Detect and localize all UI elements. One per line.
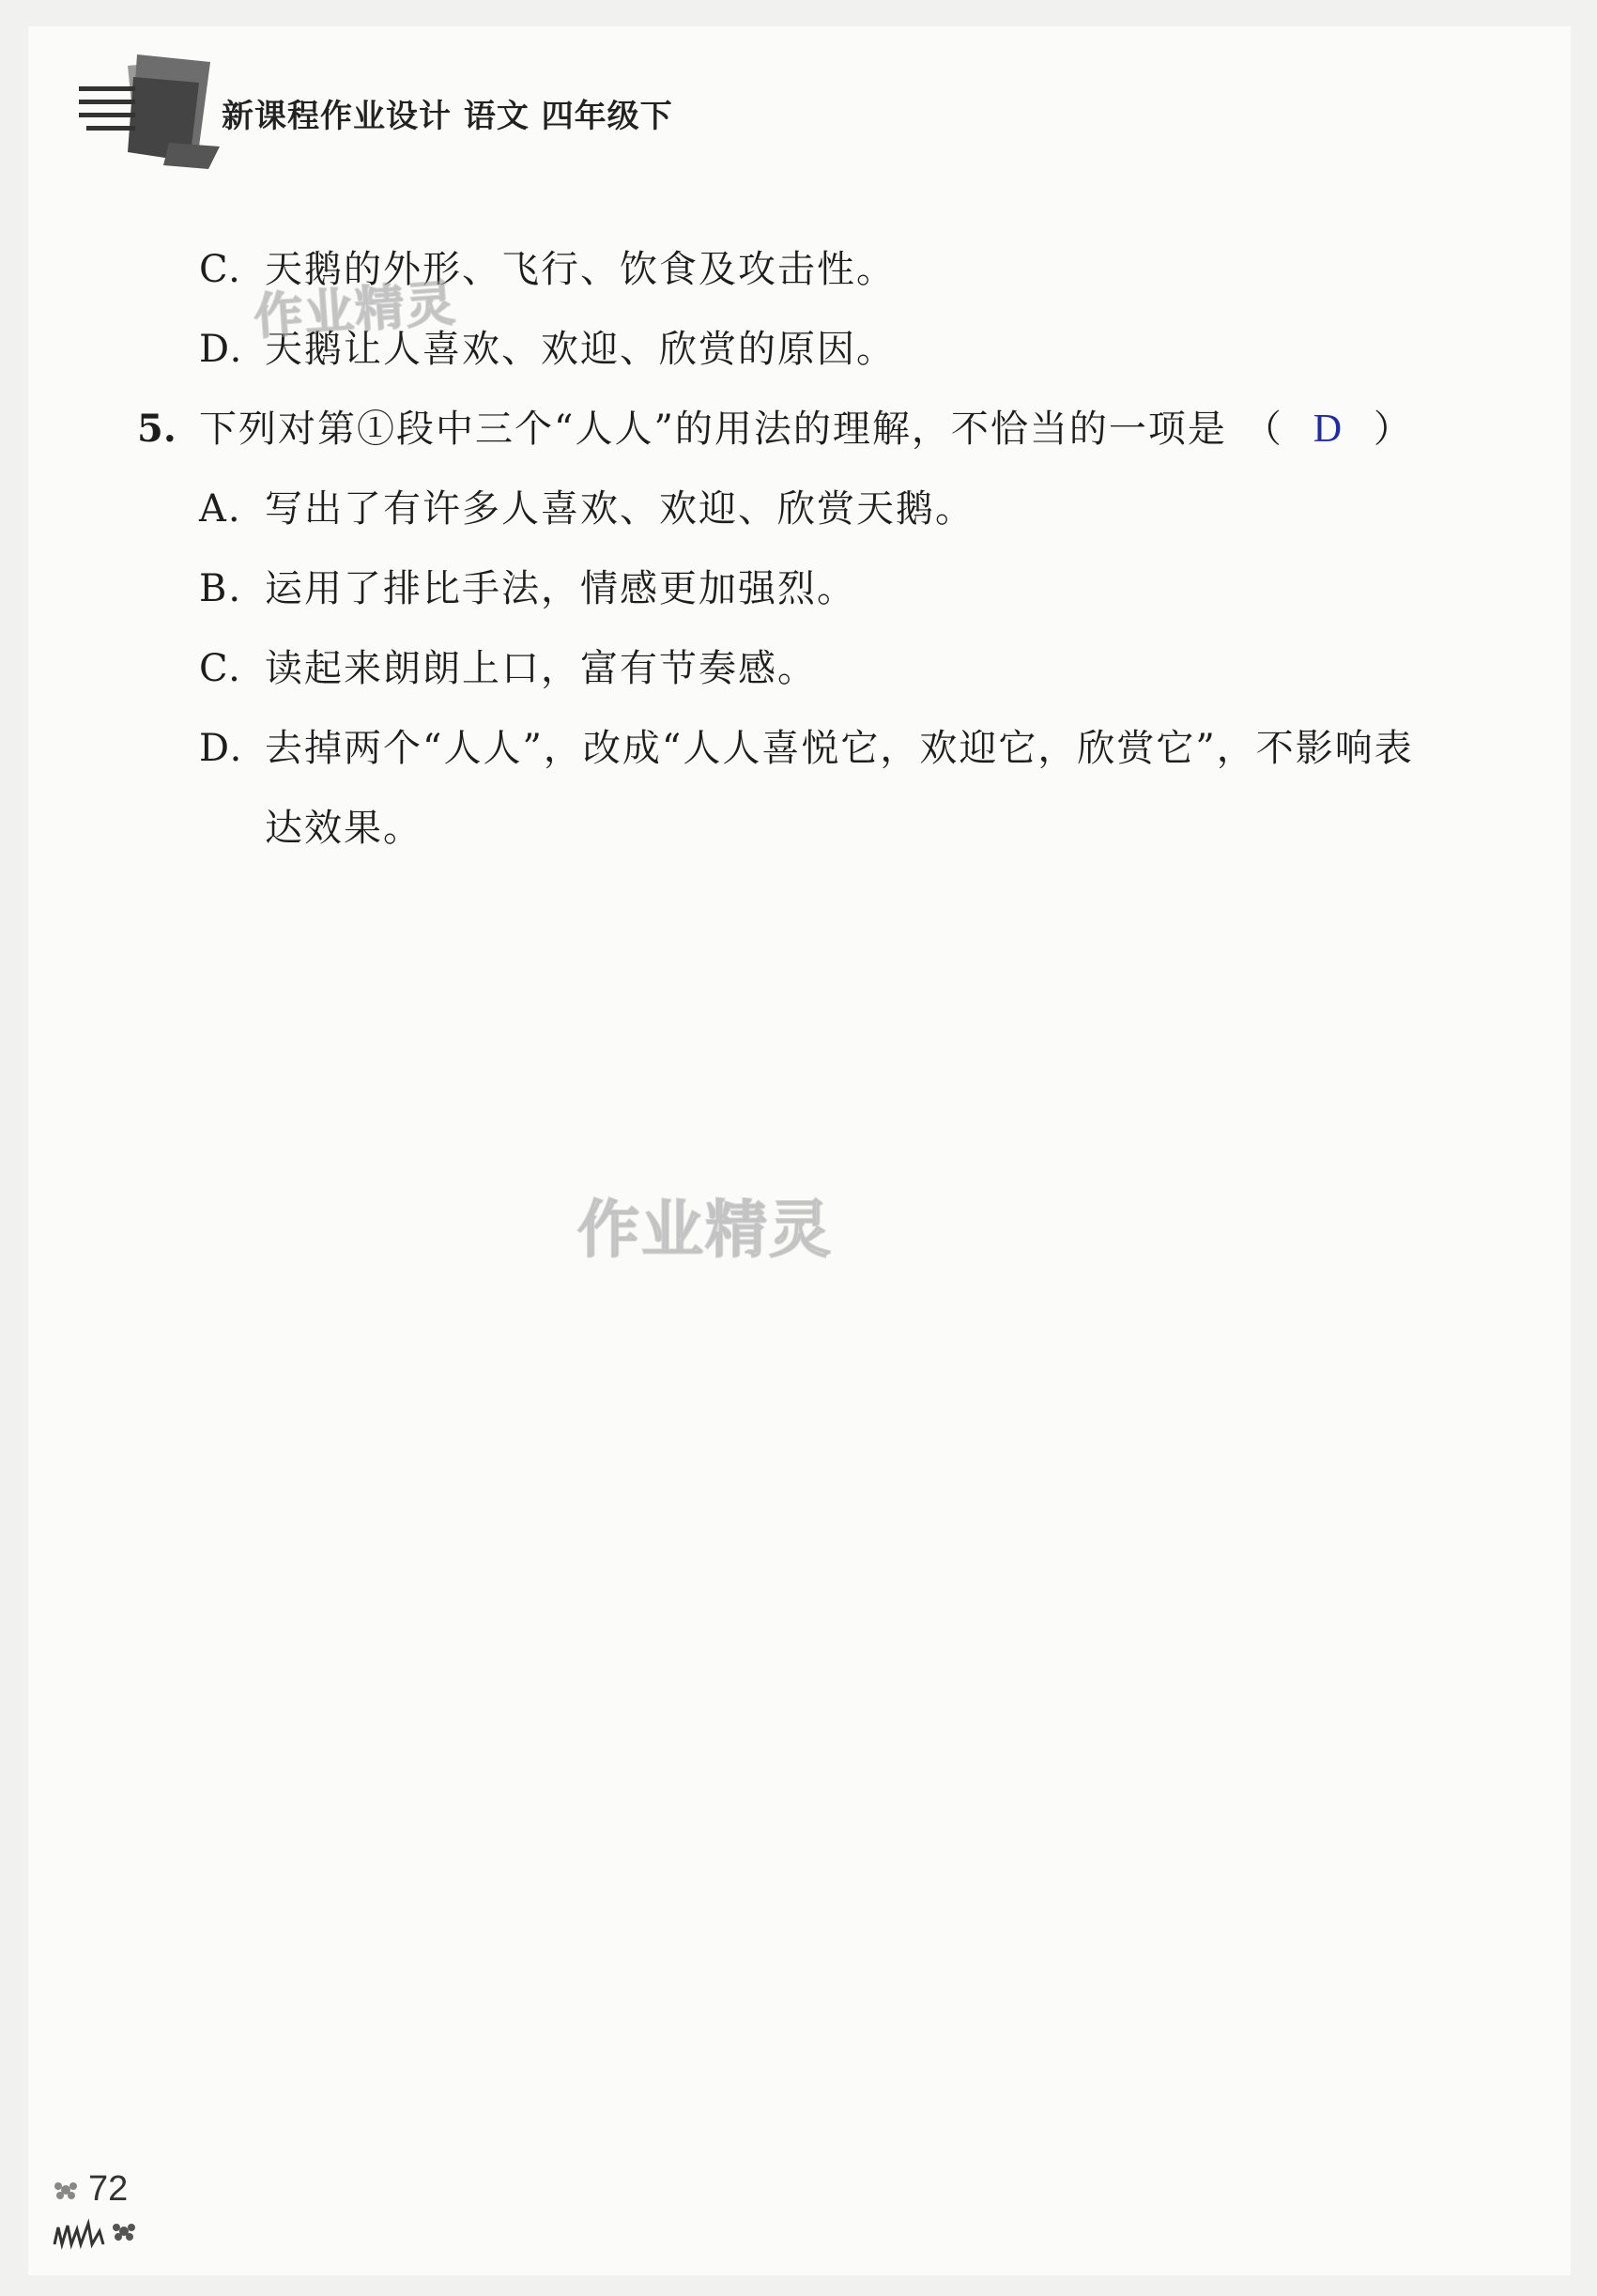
option-d xyxy=(199,725,1414,772)
option-text: 天鹅的外形、飞行、饮食及攻击性。 xyxy=(265,248,896,291)
answer-value: D xyxy=(1313,408,1344,451)
option-c xyxy=(199,645,817,692)
answer-paren-close: ） xyxy=(1373,408,1413,451)
option-d-continuation: 达效果。 xyxy=(265,807,422,850)
option-text: 去掉两个“人人”，改成“人人喜悦它，欢迎它，欣赏它”，不影响表 xyxy=(265,727,1414,770)
watermark: 作业精灵 xyxy=(252,275,459,347)
option-letter: C. xyxy=(199,248,242,291)
question-number: 5. xyxy=(137,407,177,451)
option-letter: B. xyxy=(199,567,243,610)
question-stem xyxy=(199,406,1413,453)
header-title: 新课程作业设计 语文 四年级下 xyxy=(222,98,673,135)
option-text: 运用了排比手法，情感更加强烈。 xyxy=(265,567,856,610)
option-a xyxy=(199,485,975,532)
option-b xyxy=(199,565,856,612)
question-text: 下列对第①段中三个“人人”的用法的理解，不恰当的一项是 xyxy=(199,408,1227,451)
option-text: 天鹅让人喜欢、欢迎、欣赏的原因。 xyxy=(265,328,896,371)
option-letter: D. xyxy=(199,727,244,770)
option-letter: A. xyxy=(199,487,242,531)
option-text: 写出了有许多人喜欢、欢迎、欣赏天鹅。 xyxy=(265,487,975,531)
option-letter: C. xyxy=(199,647,242,690)
option-letter: D. xyxy=(199,328,244,371)
option-text: 读起来朗朗上口，富有节奏感。 xyxy=(265,647,817,690)
page-number: 72 xyxy=(88,2169,129,2209)
watermark: 作业精灵 xyxy=(577,1194,833,1266)
book-logo-icon xyxy=(79,49,220,173)
answer-paren-open: （ xyxy=(1243,408,1283,451)
